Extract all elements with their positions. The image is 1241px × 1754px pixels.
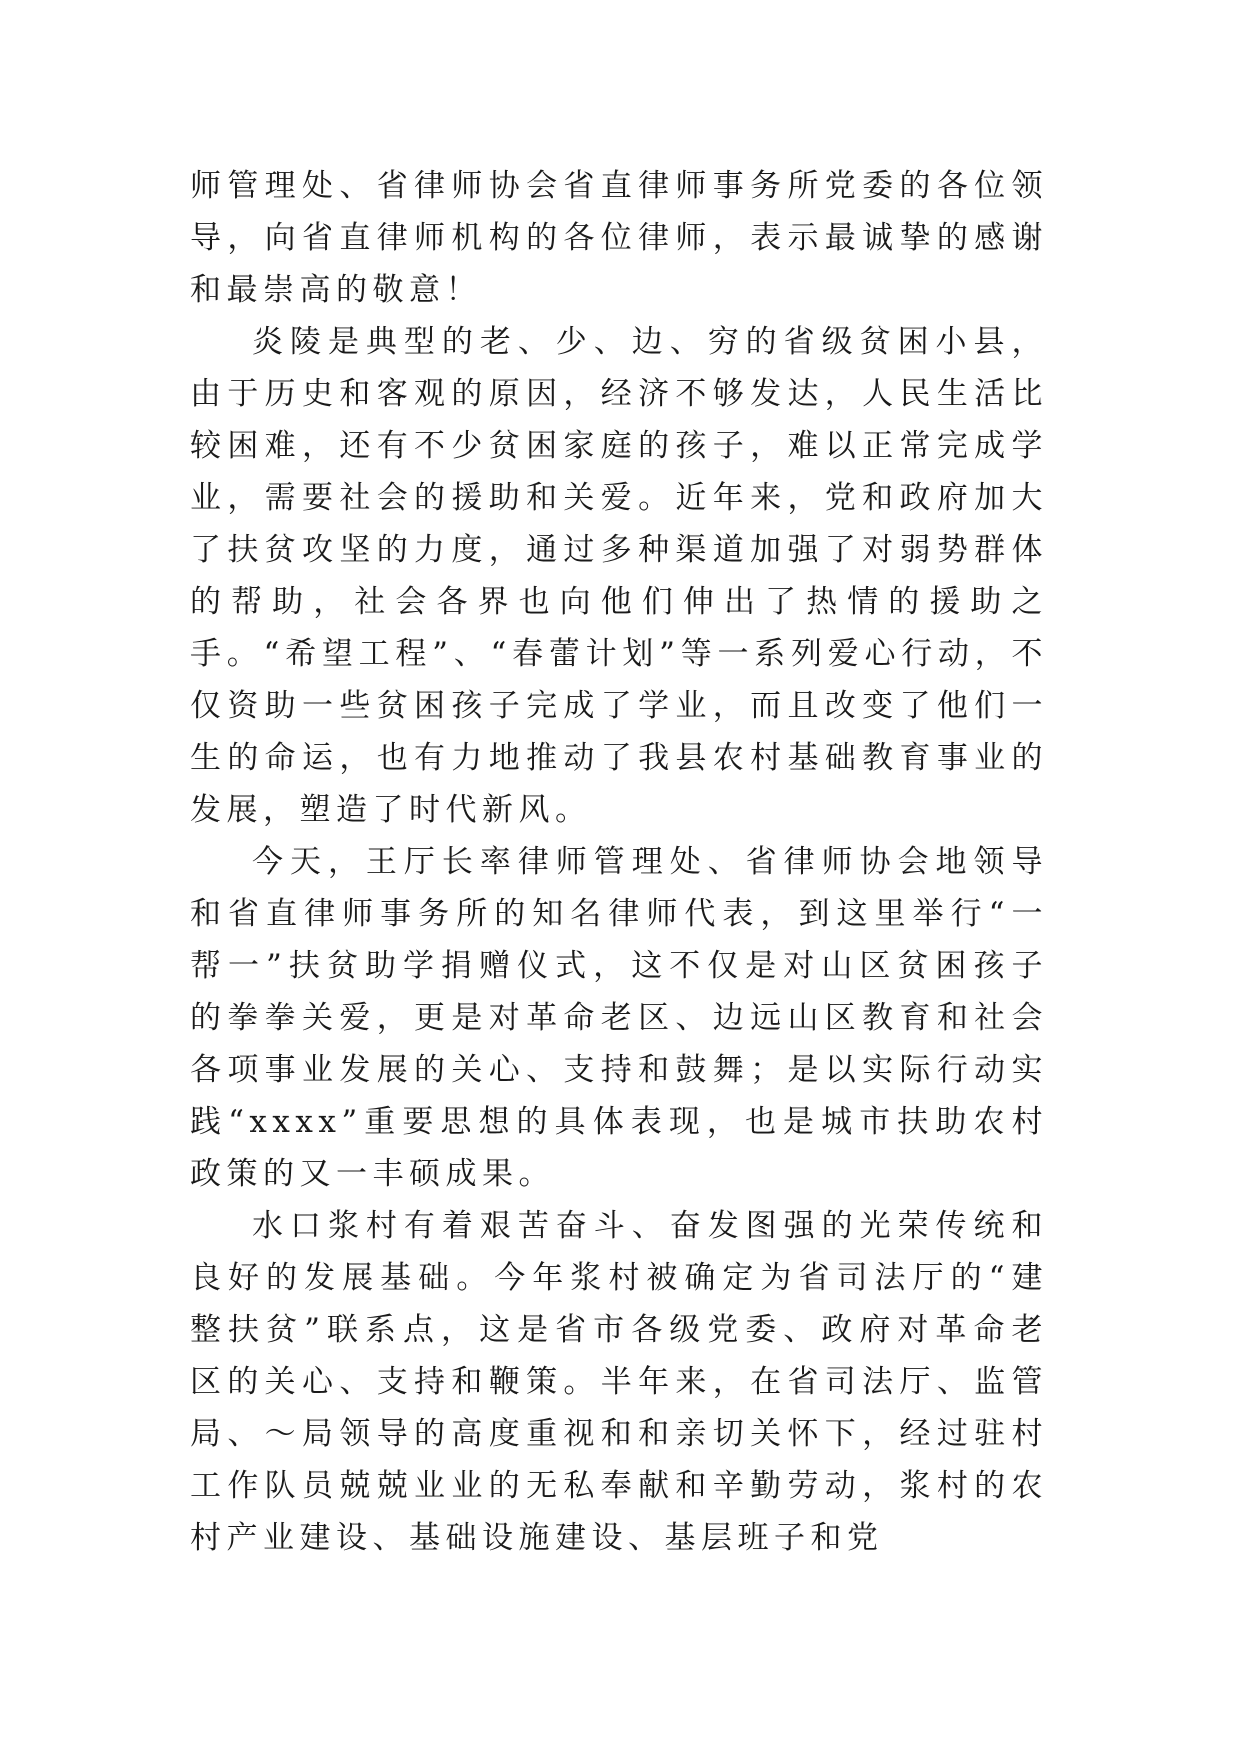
- paragraph-continuation: 师管理处、省律师协会省直律师事务所党委的各位领导，向省直律师机构的各位律师，表示最诚挚的感谢和最崇高的敬意！: [190, 168, 1048, 308]
- paragraph-yanling: 炎陵是典型的老、少、边、穷的省级贫困小县，由于历史和客观的原因，经济不够发达，人民生活比较困难，还有不少贫困家庭的孩子，难以正常完成学业，需要社会的援助和关爱。近年来，党和政府加大了扶贫攻坚的力度，通过多种渠道加强了对弱势群体的帮助，社会各界也向他们伸出了热情的援助之手。“希望工程”、“春蕾计划”等一系列爱心行动，不仅资助一些贫困孩子完成了学业，而且改变了他们一生的命运，也有力地推动了我县农村基础教育事业的发展，塑造了时代新风。: [190, 324, 1048, 828]
- paragraph-shuikou: 水口浆村有着艰苦奋斗、奋发图强的光荣传统和良好的发展基础。今年浆村被确定为省司法厅的“建整扶贫”联系点，这是省市各级党委、政府对革命老区的关心、支持和鞭策。半年来，在省司法厅、监管局、～局领导的高度重视和和亲切关怀下，经过驻村工作队员兢兢业业的无私奉献和辛勤劳动，浆村的农村产业建设、基础设施建设、基层班子和党: [190, 1208, 1048, 1556]
- paragraph-today: 今天，王厅长率律师管理处、省律师协会地领导和省直律师事务所的知名律师代表，到这里举行“一帮一”扶贫助学捐赠仪式，这不仅是对山区贫困孩子的拳拳关爱，更是对革命老区、边远山区教育和社会各项事业发展的关心、支持和鼓舞；是以实际行动实践“xxxx”重要思想的具体表现，也是城市扶助农村政策的又一丰硕成果。: [190, 844, 1048, 1192]
- document-body: [190, 160, 1048, 1564]
